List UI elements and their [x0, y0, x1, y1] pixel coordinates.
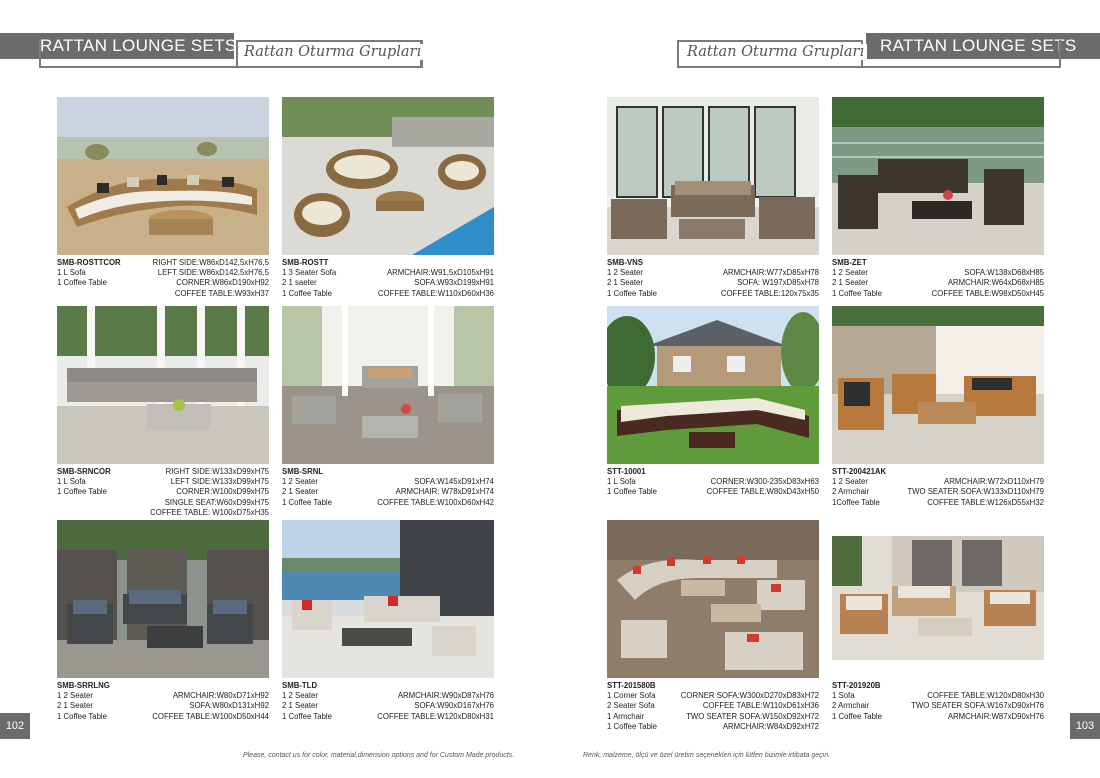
set-item: 1 Coffee Table: [607, 721, 657, 731]
set-item: 1 Sofa: [832, 691, 855, 701]
page-number: 103: [1070, 713, 1100, 739]
photo-glass-room: [607, 97, 819, 255]
photo-dark-wicker-screen: [57, 520, 269, 678]
dimension-line: SOFA:W90xD167xH76: [414, 701, 494, 711]
set-item: 1 2 Seater: [832, 268, 868, 278]
product-code: SMB-SRNL: [282, 467, 324, 476]
dimension-line: COFFEE TABLE:W93xH37: [174, 288, 269, 298]
dimension-line: ARMCHAIR:W90xD87xH76: [397, 691, 494, 701]
dimension-line: CORNER:W100xD99xH75: [176, 487, 269, 497]
dimension-line: ARMCHAIR:W84xD92xH72: [722, 721, 819, 731]
dimension-line: COFFEE TABLE:W110xD61xH36: [702, 701, 819, 711]
section-title: RATTAN LOUNGE SETS: [40, 36, 237, 55]
set-item: 1 Coffee Table: [607, 487, 657, 497]
set-item: 1 Coffee Table: [282, 497, 332, 507]
product-code: SMB-ZET: [832, 258, 867, 267]
dimension-line: COFFEE TABLE:W80xD43xH50: [706, 487, 819, 497]
set-item: 2 1 Seater: [282, 701, 318, 711]
dimension-line: COFFEE TABLE:W98xD50xH45: [931, 288, 1044, 298]
product-code: STT-10001: [607, 467, 646, 476]
set-item: 1 L Sofa: [607, 477, 636, 487]
dimension-line: CORNER:W300-235xD83xH63: [710, 477, 819, 487]
dimension-line: TWO SEATER SOFA:W133xD110xH79: [907, 487, 1044, 497]
dimension-line: RIGHT SIDE:W86xD142,5xH76,5: [152, 258, 269, 267]
dimension-line: SOFA:W93xD199xH91: [414, 278, 494, 288]
photo-garden-house: [607, 306, 819, 464]
set-item: 1 Coffee Table: [832, 288, 882, 298]
set-item: 1 L Sofa: [57, 268, 86, 278]
dimension-line: SOFA:W138xD68xH85: [964, 268, 1044, 278]
product-photo: [282, 520, 494, 678]
photo-sand-beach: [57, 97, 269, 255]
dimension-line: ARMCHAIR:W72xD110xH79: [944, 477, 1044, 487]
set-item: 1 2 Seater: [57, 691, 93, 701]
product-photo: [607, 97, 819, 255]
set-item: 2 1 Seater: [832, 278, 868, 288]
photo-porch-deck: [282, 306, 494, 464]
section-subtitle: Rattan Oturma Grupları: [684, 44, 867, 60]
dimension-line: TWO SEATER SOFA:W150xD92xH72: [686, 711, 819, 721]
dimension-line: COFFEE TABLE:120x75x35: [720, 288, 819, 298]
dimension-line: ARMCHAIR:W64xD68xH85: [947, 278, 1044, 288]
set-item: 1 2 Seater: [282, 691, 318, 701]
photo-lake-terrace: [832, 97, 1044, 255]
dimension-line: COFFEE TABLE:W120xD80xH31: [377, 711, 494, 721]
product-photo: [607, 520, 819, 678]
product-code: STT-200421AK: [832, 467, 887, 476]
dimension-line: TWO SEATER SOFA:W167xD90xH76: [911, 701, 1044, 711]
set-item: 1 Coffee Table: [57, 711, 107, 721]
set-item: 2 1 Seater: [607, 278, 643, 288]
dimension-line: ARMCHAIR:W80xD71xH92: [172, 691, 269, 701]
set-item: 2 1 Seater: [57, 701, 93, 711]
footer-note: Please, contact us for color, material,dimension options and for Custom Made products.: [243, 752, 515, 759]
footer-note: Renk, malzeme, ölçü ve özel üretim seçenekleri için lütfen bizimle irtibata geçin.: [583, 752, 831, 759]
product-code: SMB-VNS: [607, 258, 643, 267]
dimension-line: RIGHT SIDE:W133xD99xH75: [165, 467, 269, 476]
product-photo: [832, 520, 1044, 678]
right-page: [550, 0, 1100, 778]
dimension-line: ARMCHAIR:W87xD90xH76: [947, 711, 1044, 721]
section-subtitle: Rattan Oturma Grupları: [241, 44, 424, 60]
set-item: 2 Seater Sofa: [607, 701, 655, 711]
photo-pool-deck: [282, 97, 494, 255]
set-item: 1 Coffee Table: [282, 711, 332, 721]
set-item: 1 2 Seater: [607, 268, 643, 278]
product-code: SMB-ROSTT: [282, 258, 329, 267]
dimension-line: CORNER SOFA:W300xD270xD83xH72: [680, 691, 819, 701]
product-code: STT-201920B: [832, 681, 881, 690]
set-item: 2 Armchair: [832, 487, 870, 497]
dimension-line: COFFEE TABLE:W120xD80xH30: [927, 691, 1044, 701]
set-item: 2 1 Seater: [282, 487, 318, 497]
product-photo: [282, 306, 494, 464]
dimension-line: LEFT SIDE:W86xD142,5xH76,5: [157, 268, 269, 278]
photo-patio-red-cushions: [607, 520, 819, 678]
photo-sea-view: [282, 520, 494, 678]
set-item: 1 Corner Sofa: [607, 691, 656, 701]
dimension-line: SOFA:W145xD91xH74: [414, 477, 494, 487]
page-number: 102: [0, 713, 30, 739]
set-item: 1 L Sofa: [57, 477, 86, 487]
dimension-line: COFFEE TABLE:W100xD50xH44: [152, 711, 269, 721]
product-code: SMB-SRNCOR: [57, 467, 111, 476]
product-code: STT-201580B: [607, 681, 656, 690]
dimension-line: COFFEE TABLE:W110xD60xH36: [377, 288, 494, 298]
photo-modern-terrace: [832, 520, 1044, 678]
product-photo: [832, 97, 1044, 255]
set-item: 2 1 saeter: [282, 278, 317, 288]
dimension-line: LEFT SIDE:W133xD99xH75: [170, 477, 269, 487]
product-photo: [607, 306, 819, 464]
dimension-line: ARMCHAIR:W91,5xD105xH91: [386, 268, 494, 278]
product-photo: [57, 520, 269, 678]
dimension-line: COFFEE TABLE:W126xD55xH32: [927, 497, 1044, 507]
set-item: 1Coffee Table: [832, 497, 880, 507]
set-item: 1 Coffee Table: [57, 487, 107, 497]
product-photo: [57, 306, 269, 464]
set-item: 1 Armchair: [607, 711, 645, 721]
set-item: 1 2 Seater: [282, 477, 318, 487]
dimension-line: ARMCHAIR: W78xD91xH74: [395, 487, 494, 497]
product-code: SMB-ROSTTCOR: [57, 258, 121, 267]
product-photo: [57, 97, 269, 255]
dimension-line: CORNER:W86xD190xH92: [176, 278, 269, 288]
product-code: SMB-SRRLNG: [57, 681, 110, 690]
set-item: 1 Coffee Table: [607, 288, 657, 298]
photo-white-pergola: [57, 306, 269, 464]
section-title: RATTAN LOUNGE SETS: [880, 36, 1077, 55]
dimension-line: SOFA:W80xD131xH92: [189, 701, 269, 711]
set-item: 1 3 Seater Sofa: [282, 268, 337, 278]
product-code: SMB-TLD: [282, 681, 318, 690]
product-photo: [832, 306, 1044, 464]
dimension-line: SINGLE SEAT:W60xD99xH75: [164, 497, 269, 507]
dimension-line: ARMCHAIR:W77xD85xH78: [722, 268, 819, 278]
set-item: 2 Armchair: [832, 701, 870, 711]
set-item: 1 2 Seater: [832, 477, 868, 487]
set-item: 1 Coffee Table: [282, 288, 332, 298]
product-photo: [282, 97, 494, 255]
dimension-line: SOFA: W197xD85xH78: [737, 278, 819, 288]
dimension-line: COFFEE TABLE:W100xD60xH42: [377, 497, 494, 507]
dimension-line: COFFEE TABLE: W100xD75xH35: [150, 507, 269, 517]
set-item: 1 Coffee Table: [57, 278, 107, 288]
set-item: 1 Coffee Table: [832, 711, 882, 721]
photo-stone-wall: [832, 306, 1044, 464]
